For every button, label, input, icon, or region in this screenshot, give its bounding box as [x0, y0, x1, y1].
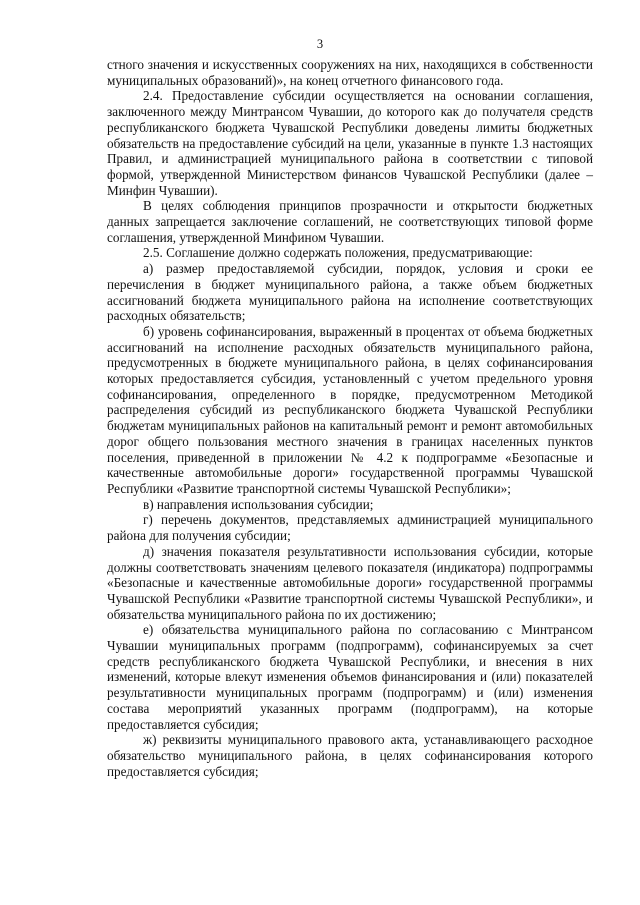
paragraph-2-4: 2.4. Предоставление субсидии осуществляется на основании соглашения, заключенного между Минтрансом Чувашии, до которого как до получателя средств республиканского бюджета Чувашской Республики доведены лимиты бюджетных обязательств на предоставление субсидий на цели, указанные в пункте 1.3 настоящих Правил, и администрацией муниципального района в соответствии с типовой формой, утвержденной Министерством финансов Чувашской Республики (далее – Минфин Чувашии). [107, 88, 593, 198]
page-number: 3 [316, 37, 324, 51]
list-item-a: а) размер предоставляемой субсидии, порядок, условия и сроки ее перечисления в бюджет муниципального района, а также объем бюджетных ассигнований бюджета муниципального района на исполнение соответствующих расходных обязательств; [107, 261, 593, 324]
paragraph-continuation: стного значения и искусственных сооружениях на них, находящихся в собственности муниципальных образований)», на конец отчетного финансового года. [107, 57, 593, 88]
list-item-b: б) уровень софинансирования, выраженный в процентах от объема бюджетных ассигнований на исполнение расходных обязательств муниципального района, предусмотренных в бюджете муниципального района, в целях софинансирования которых предоставляется субсидия, установленный с учетом предельного уровня софинансирования, определенного в порядке, предусмотренном Методикой распределения субсидий из республиканского бюджета Чувашской Республики бюджетам муниципальных районов на капитальный ремонт и ремонт автомобильных дорог общего пользования местного значения в границах населенных пунктов поселения, приведенной в приложении № 4.2 к подпрограмме «Безопасные и качественные автомобильные дороги» государственной программы Чувашской Республики «Развитие транспортной системы Чувашской Республики»; [107, 323, 593, 496]
paragraph-transparency: В целях соблюдения принципов прозрачности и открытости бюджетных данных запрещается заключение соглашений, не соответствующих типовой форме соглашения, утвержденной Минфином Чувашии. [107, 198, 593, 245]
list-item-e: е) обязательства муниципального района по согласованию с Минтрансом Чувашии муниципальных программ (подпрограмм), софинансируемых за счет средств республиканского бюджета Чувашской Республики, и внесения в них изменений, которые влекут изменения объемов финансирования и (или) показателей результативности муниципальных программ (подпрограмм) и (или) изменения состава мероприятий указанных программ (подпрограмм), на которые предоставляется субсидия; [107, 622, 593, 732]
list-item-d: д) значения показателя результативности использования субсидии, которые должны соответствовать значениям целевого показателя (индикатора) подпрограммы «Безопасные и качественные автомобильные дороги» государственной программы Чувашской Республики «Развитие транспортной системы Чувашской Республики», и обязательства муниципального района по их достижению; [107, 543, 593, 622]
list-item-v: в) направления использования субсидии; [143, 496, 374, 512]
list-item-g: г) перечень документов, представляемых администрацией муниципального района для получения субсидии; [107, 512, 593, 544]
list-item-zh: ж) реквизиты муниципального правового акта, устанавливающего расходное обязательство муниципального района, в целях софинансирования которого предоставляется субсидия; [107, 732, 593, 779]
paragraph-2-5: 2.5. Соглашение должно содержать положения, предусматривающие: [143, 245, 533, 261]
document-body [107, 57, 593, 779]
